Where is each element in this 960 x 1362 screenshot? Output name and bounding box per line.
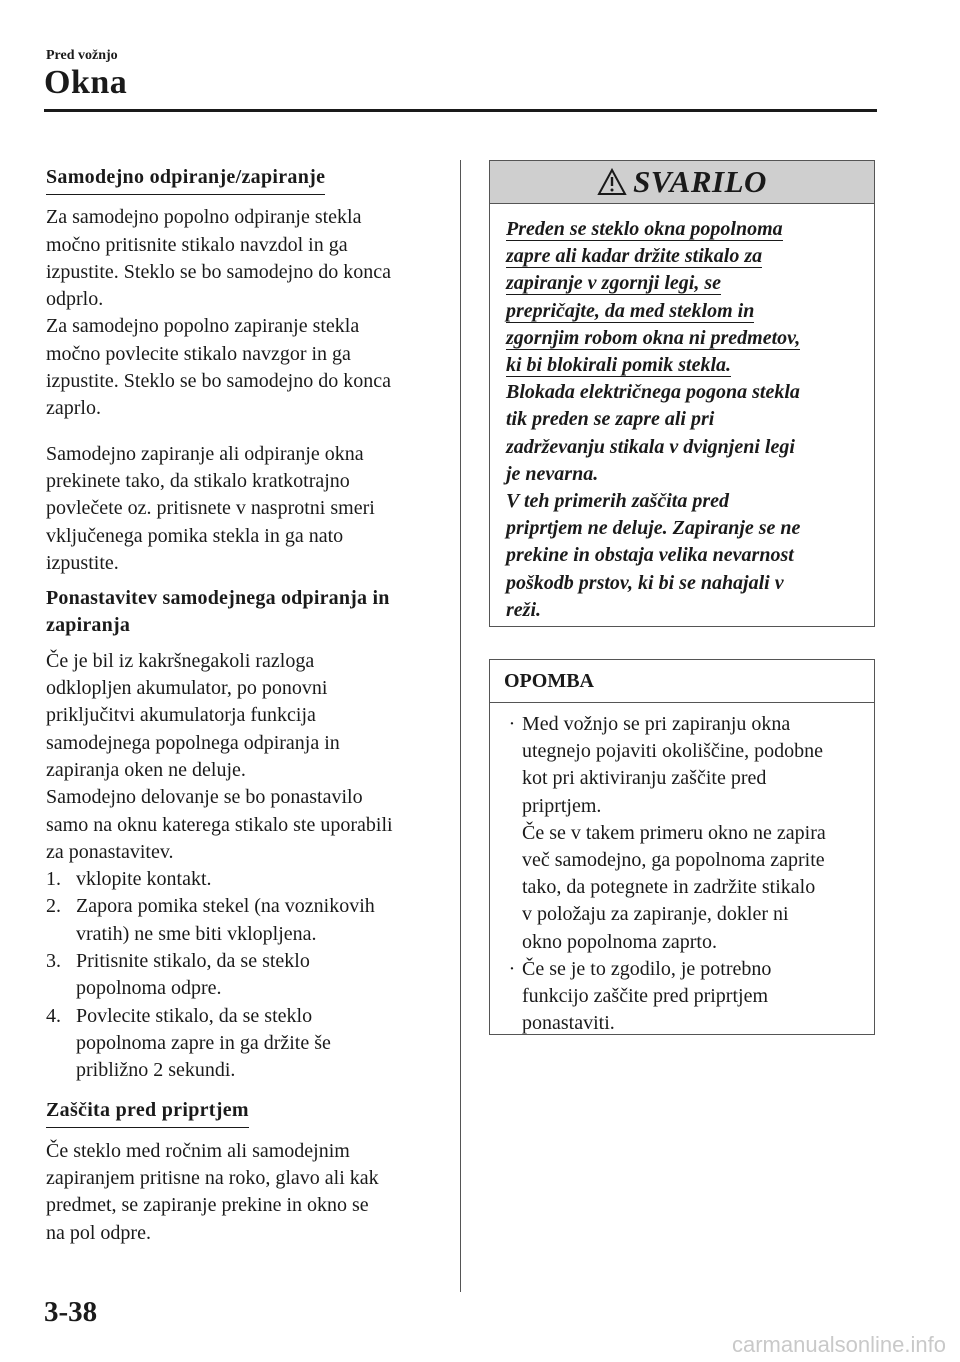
bullet: · bbox=[508, 713, 516, 735]
warning-text-a: Blokada električnega pogona stekla tik preden se zapre ali pri zadrževanju stikala v dvignjeni legi je nevarna. bbox=[506, 381, 800, 485]
section-label: Pred vožnjo bbox=[46, 48, 118, 63]
note-body bbox=[490, 703, 874, 1037]
subheading-pinch-protection: Zaščita pred priprtjem bbox=[46, 1097, 249, 1128]
list-item: 3. Pritisnite stikalo, da se steklo popolnoma odpre. bbox=[46, 950, 310, 1000]
watermark: carmanualsonline.info bbox=[731, 1332, 946, 1357]
note-box bbox=[489, 659, 875, 1035]
warning-text-b: V teh primerih zaščita pred priprtjem ne deluje. Zapiranje se ne prekine in obstaja velika nevarnost poškodb prstov, ki bi se nahajali v reži. bbox=[506, 490, 801, 621]
warning-title: SVARILO bbox=[633, 164, 767, 199]
header-rule bbox=[44, 109, 877, 112]
warning-triangle-icon bbox=[597, 168, 627, 196]
warning-box bbox=[489, 160, 875, 627]
reset-steps-list bbox=[46, 866, 441, 1084]
paragraph-interrupt: Samodejno zapiranje ali odpiranje okna prekinete tako, da stikalo kratkotrajno povlečete oz. pritisnete v nasprotni smeri vključenega pomika stekla in ga nato izpustite. bbox=[46, 442, 375, 574]
list-item: 2. Zapora pomika stekel (na voznikovih vratih) ne sme biti vklopljena. bbox=[46, 895, 375, 945]
warning-header bbox=[490, 161, 874, 204]
note-item: · Če se je to zgodilo, je potrebno funkcijo zaščite pred priprtjem ponastaviti. bbox=[502, 956, 866, 1038]
paragraph-battery: Če je bil iz kakršnegakoli razloga odklopljen akumulator, po ponovni priključitvi akumulatorja funkcija samodejnega popolnega odpiranja in zapiranja oken ne deluje. bbox=[46, 649, 340, 781]
paragraph-auto-close: Za samodejno popolno zapiranje stekla močno povlecite stikalo navzgor in ga izpustite. Steklo se bo samodejno do konca zaprlo. bbox=[46, 315, 391, 420]
paragraph-auto-open: Za samodejno popolno odpiranje stekla močno pritisnite stikalo navzdol in ga izpustite. Steklo se bo samodejno do konca odprlo. bbox=[46, 206, 391, 311]
note-item: · Med vožnjo se pri zapiranju okna utegnejo pojaviti okoliščine, podobne kot pri aktiviranju zaščite pred priprtjem. Če se v takem primeru okno ne zapira več samodejno, ga popolnoma zaprite tako, da potegnete in zadržite stikalo v položaju za zapiranje, dokler ni okno popolnoma zaprto. bbox=[502, 711, 866, 956]
page-title: Okna bbox=[44, 64, 128, 101]
reset-heading: Ponastavitev samodejnega odpiranja in zapiranja bbox=[46, 587, 390, 637]
paragraph-reset-info: Samodejno delovanje se bo ponastavilo samo na oknu katerega stikalo ste uporabili za ponastavitev. bbox=[46, 786, 393, 863]
subheading-auto-open-close: Samodejno odpiranje/zapiranje bbox=[46, 164, 325, 195]
warning-body bbox=[490, 204, 874, 624]
note-title: OPOMBA bbox=[490, 660, 874, 703]
column-divider bbox=[460, 160, 461, 1292]
list-item: 1. vklopite kontakt. bbox=[46, 868, 212, 891]
page-number: 3-38 bbox=[44, 1296, 98, 1328]
bullet: · bbox=[508, 957, 516, 980]
list-item: 4. Povlecite stikalo, da se steklo popolnoma zapre in ga držite še približno 2 sekundi. bbox=[46, 1004, 331, 1082]
left-column bbox=[46, 164, 441, 1247]
warning-underlined-text: Preden se steklo okna popolnoma zapre ali kadar držite stikalo za zapiranje v zgornji legi, se prepričajte, da med steklom in zgornjim robom okna ni predmetov, ki bi blokirali pomik stekla. bbox=[506, 218, 801, 377]
paragraph-pinch: Če steklo med ročnim ali samodejnim zapiranjem pritisne na roko, glavo ali kak predmet, se zapiranje prekine in okno se na pol odpre. bbox=[46, 1139, 379, 1244]
